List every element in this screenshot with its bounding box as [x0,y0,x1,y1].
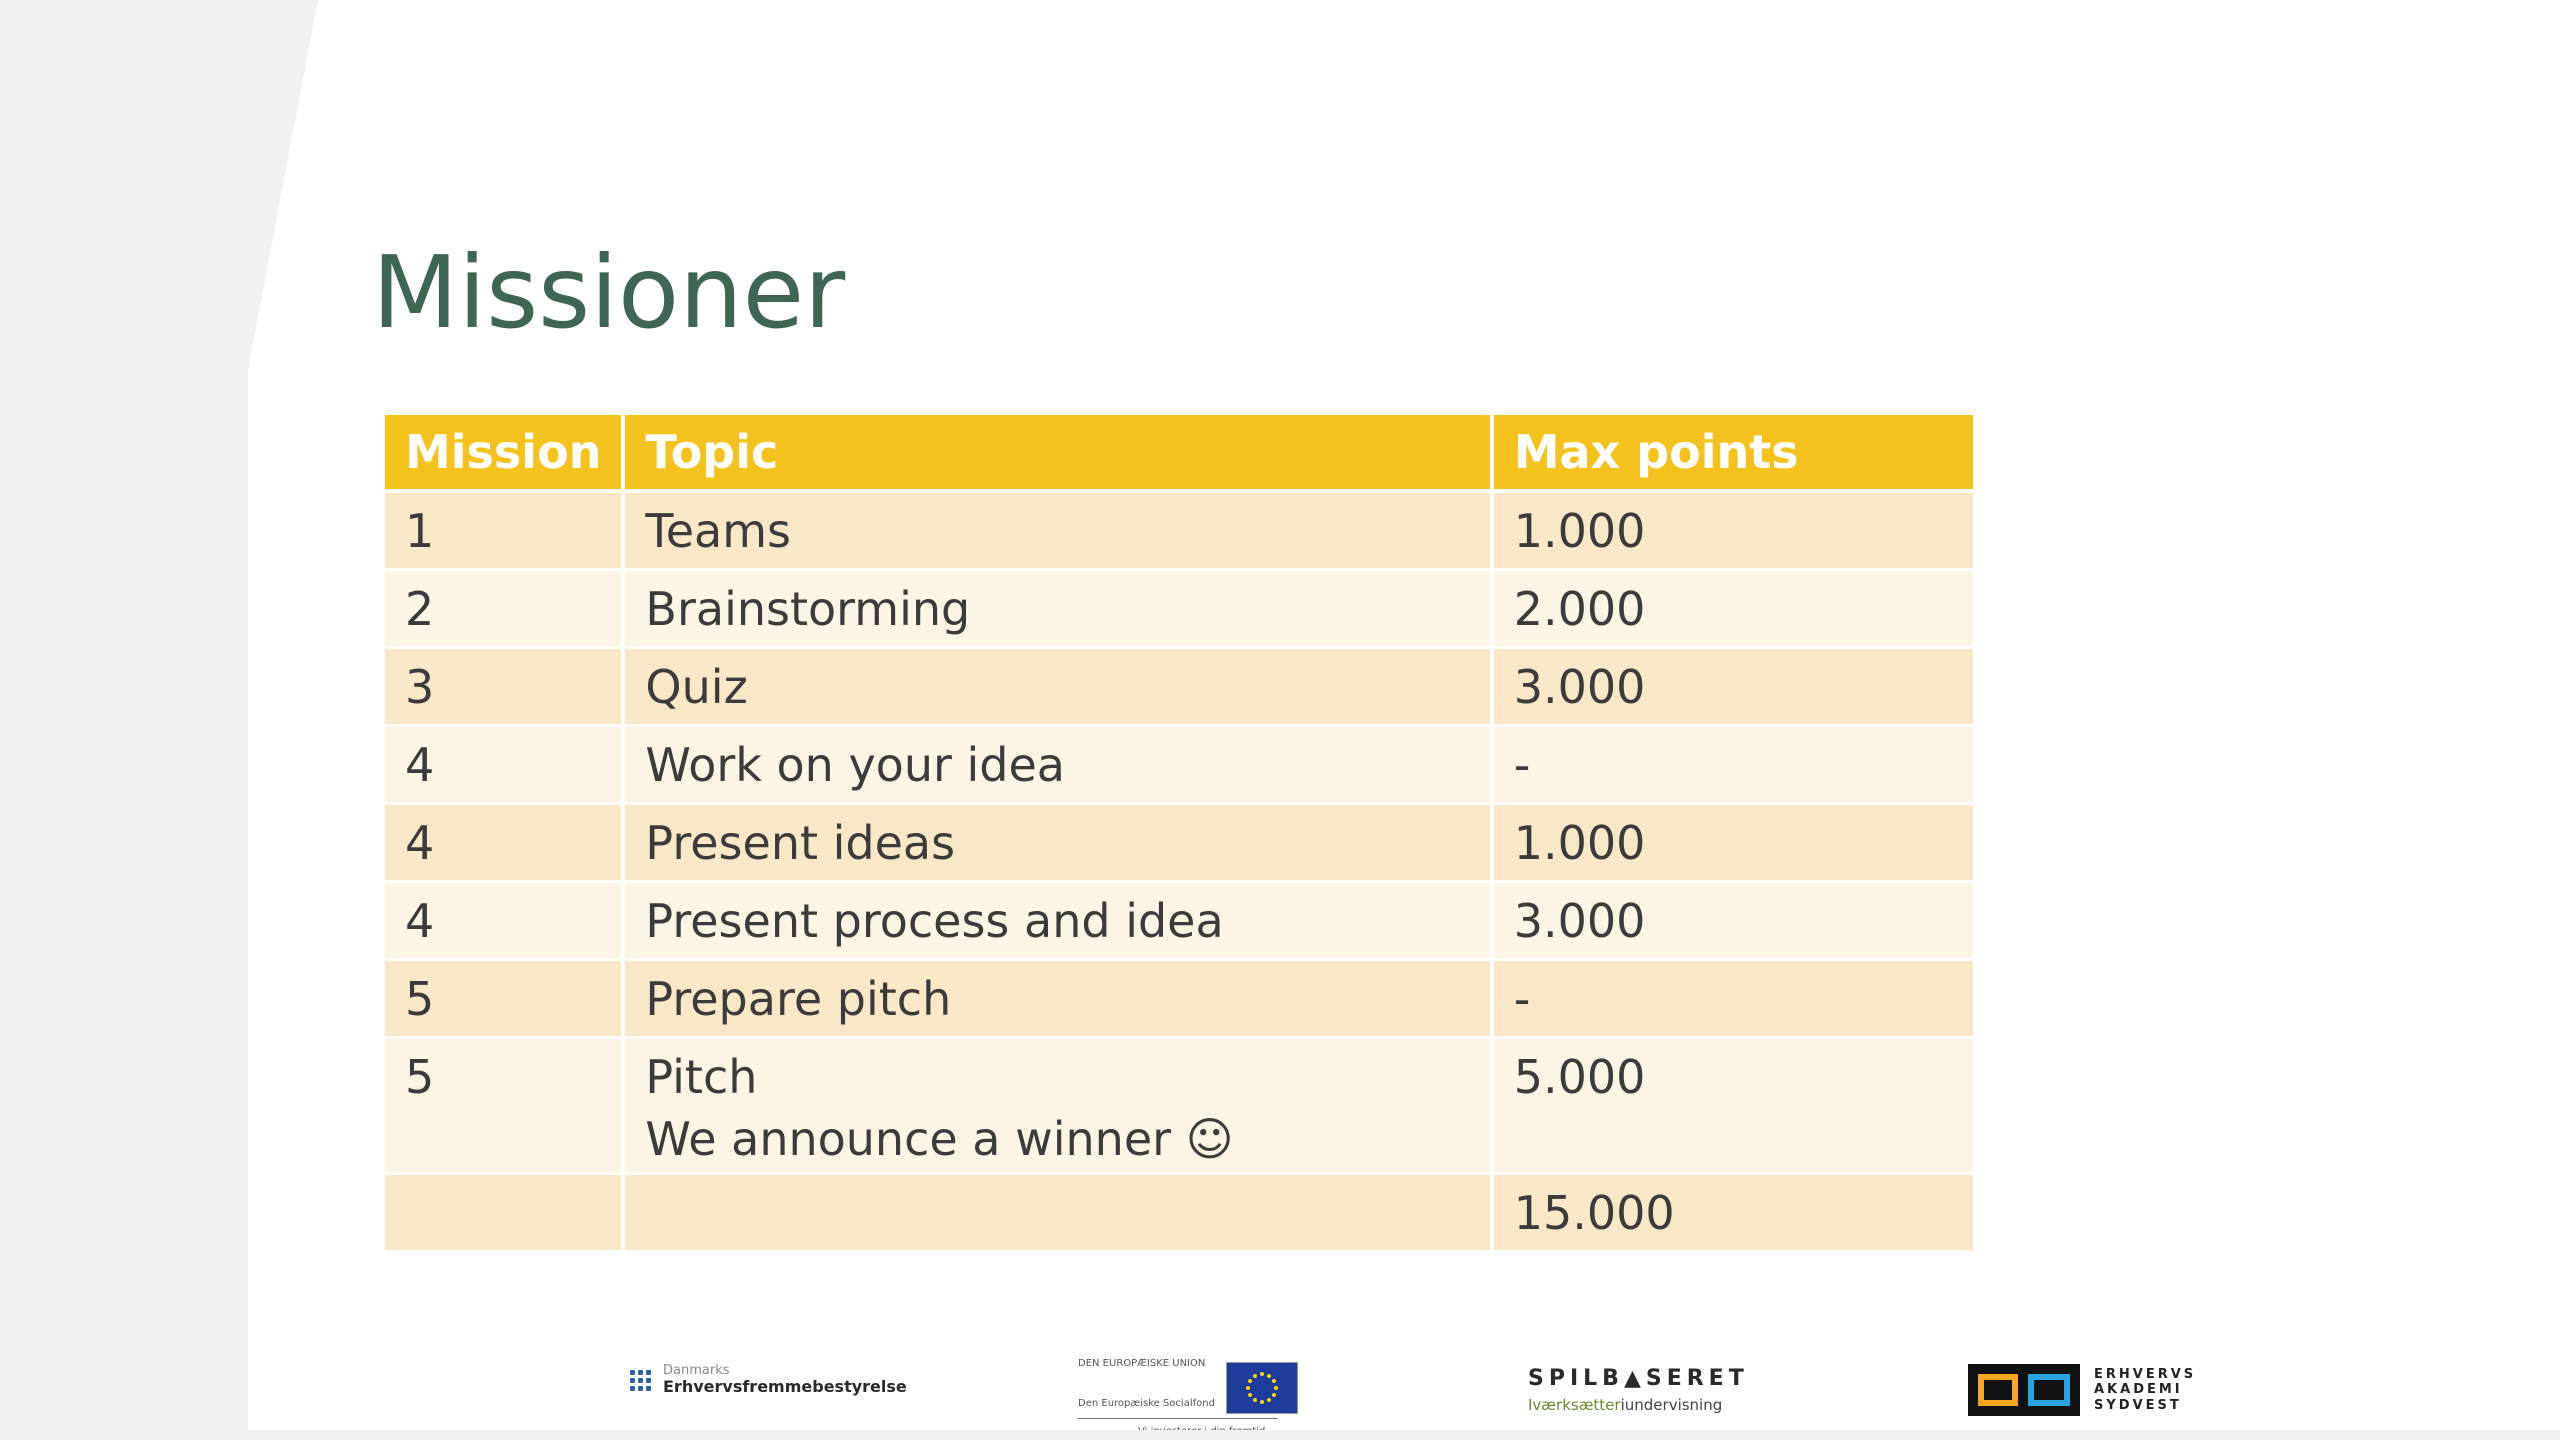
table-row [385,649,1973,727]
cell-points: 1.000 [1494,805,1973,883]
table-row [385,1039,1973,1175]
danmarks-erhvervsfremmebestyrelse-logo [630,1364,907,1396]
cell-points: 5.000 [1494,1039,1973,1175]
table-row [385,727,1973,805]
cell-mission: 1 [385,493,625,571]
table-row [385,571,1973,649]
header-max-points: Max points [1494,415,1973,493]
ea-mark-icon [1968,1364,2080,1416]
cell-topic: Work on your idea [625,727,1493,805]
spilbaseret-name: SPILB▲SERET [1528,1366,1749,1391]
cell-topic: Teams [625,493,1493,571]
logo-text-small: Danmarks [663,1363,730,1378]
cell-mission: 3 [385,649,625,727]
cell-points: - [1494,727,1973,805]
logo-text-big: Erhvervsfremmebestyrelse [663,1377,907,1396]
eu-top-text: DEN EUROPÆISKE UNION [1078,1358,1206,1369]
side-decoration [0,0,320,1440]
bottom-strip [0,1430,2560,1440]
erhvervsakademi-sydvest-logo [1968,1364,2196,1416]
cell-topic: Present ideas [625,805,1493,883]
cell-topic [625,1175,1493,1253]
cell-mission: 5 [385,1039,625,1175]
header-topic: Topic [625,415,1493,493]
cell-topic-line1: Pitch [645,1050,758,1104]
cell-topic: Present process and idea [625,883,1493,961]
cell-points-total: 15.000 [1494,1175,1973,1253]
cell-mission: 4 [385,727,625,805]
cell-mission: 5 [385,961,625,1039]
cell-points: 3.000 [1494,649,1973,727]
cell-mission: 2 [385,571,625,649]
cell-topic-line2: We announce a winner ☺ [645,1111,1234,1166]
slide-title: Missioner [372,234,846,351]
cell-points: 2.000 [1494,571,1973,649]
spilbaseret-logo [1528,1368,1749,1414]
dots-icon [630,1370,651,1391]
cell-points: 1.000 [1494,493,1973,571]
ea-line2: AKADEMI [2094,1382,2183,1398]
ea-words [2094,1367,2196,1414]
spilbaseret-tagline [1528,1396,1749,1414]
missions-table [385,415,1973,1253]
cell-topic: Brainstorming [625,571,1493,649]
cell-mission: 4 [385,883,625,961]
cell-mission [385,1175,625,1253]
cell-points: 3.000 [1494,883,1973,961]
table-header-row [385,415,1973,493]
header-mission: Mission [385,415,625,493]
cell-mission: 4 [385,805,625,883]
table-row [385,961,1973,1039]
table-row [385,805,1973,883]
ea-line3: SYDVEST [2094,1397,2182,1413]
eu-mid-text: Den Europæiske Socialfond [1078,1398,1215,1409]
cell-topic: Quiz [625,649,1493,727]
ea-line1: ERHVERVS [2094,1366,2197,1382]
table-row-total [385,1175,1973,1253]
cell-points: - [1494,961,1973,1039]
cell-topic [625,1039,1493,1175]
table-row [385,493,1973,571]
eu-divider [1078,1418,1278,1419]
cell-topic: Prepare pitch [625,961,1493,1039]
tagline-dark: iundervisning [1620,1396,1723,1414]
tagline-green: Iværksætter [1528,1396,1621,1414]
eu-social-fund-logo [1078,1358,1298,1438]
table-row [385,883,1973,961]
eu-flag-icon [1226,1362,1298,1414]
